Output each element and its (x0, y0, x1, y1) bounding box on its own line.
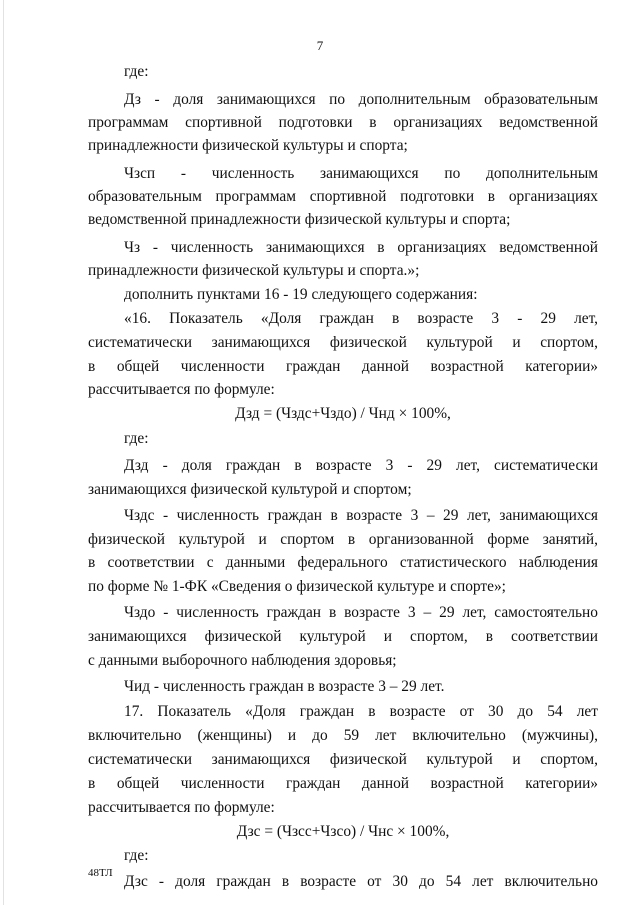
formula: Дзд = (Чздс+Чздо) / Чнд × 100%, (235, 405, 451, 422)
page-number: 7 (316, 38, 324, 53)
text-line: занимающихся физической культурой и спортом, в соответствии (88, 628, 598, 645)
footer-code: 48ТЛ (88, 867, 113, 879)
text-line: физической культурой и спортом в организованной форме занятий, (88, 531, 598, 548)
text-line: где: (124, 847, 149, 864)
text-line: дополнить пунктами 16 - 19 следующего содержания: (124, 286, 478, 303)
text-line: где: (124, 63, 149, 80)
text-line: рассчитывается по формуле: (88, 381, 275, 398)
text-line: занимающихся физической культурой и спортом; (88, 481, 412, 498)
text-line: в соответствии с данными федерального статистического наблюдения (88, 554, 598, 571)
text-line: программам спортивной подготовки в организациях ведомственной (88, 114, 598, 131)
text-line: с данными выборочного наблюдения здоровья; (88, 652, 397, 669)
text-line: принадлежности физической культуры и спорта.»; (88, 262, 420, 279)
text-line: Дз - доля занимающихся по дополнительным образовательным (124, 91, 598, 108)
scan-edge (3, 0, 4, 905)
text-line: Чз - численность занимающихся в организациях ведомственной (124, 239, 598, 256)
text-line: Чздо - численность граждан в возрасте 3 – 29 лет, самостоятельно (124, 604, 598, 621)
text-line: где: (124, 430, 149, 447)
text-line: ведомственной принадлежности физической культуры и спорта; (88, 211, 511, 228)
text-line: Чздс - численность граждан в возрасте 3 – 29 лет, занимающихся (124, 507, 598, 524)
text-line: рассчитывается по формуле: (88, 799, 275, 816)
text-line: образовательным программам спортивной подготовки в организациях (88, 188, 598, 205)
text-line: систематически занимающихся физической культурой и спортом, (88, 334, 598, 351)
text-line: Чзсп - численность занимающихся по дополнительным (124, 165, 598, 182)
text-line: по форме № 1-ФК «Сведения о физической культуре и спорте»; (88, 578, 506, 595)
formula: Дзс = (Чзсс+Чзсо) / Чнс × 100%, (236, 823, 450, 840)
text-line: в общей численности граждан данной возрастной категории» (88, 775, 598, 792)
text-line: включительно (женщины) и до 59 лет включительно (мужчины), (88, 727, 598, 744)
text-line: 17. Показатель «Доля граждан в возрасте от 30 до 54 лет (124, 703, 598, 720)
text-line: в общей численности граждан данной возрастной категории» (88, 358, 598, 375)
text-line: систематически занимающихся физической культурой и спортом, (88, 751, 598, 768)
text-line: принадлежности физической культуры и спорта; (88, 137, 408, 154)
text-line: Дзс - доля граждан в возрасте от 30 до 54 лет включительно (124, 873, 598, 890)
text-line: Дзд - доля граждан в возрасте 3 - 29 лет, систематически (124, 457, 598, 474)
text-line: «16. Показатель «Доля граждан в возрасте 3 - 29 лет, (124, 310, 598, 327)
text-line: Чид - численность граждан в возрасте 3 – 29 лет. (124, 678, 445, 695)
